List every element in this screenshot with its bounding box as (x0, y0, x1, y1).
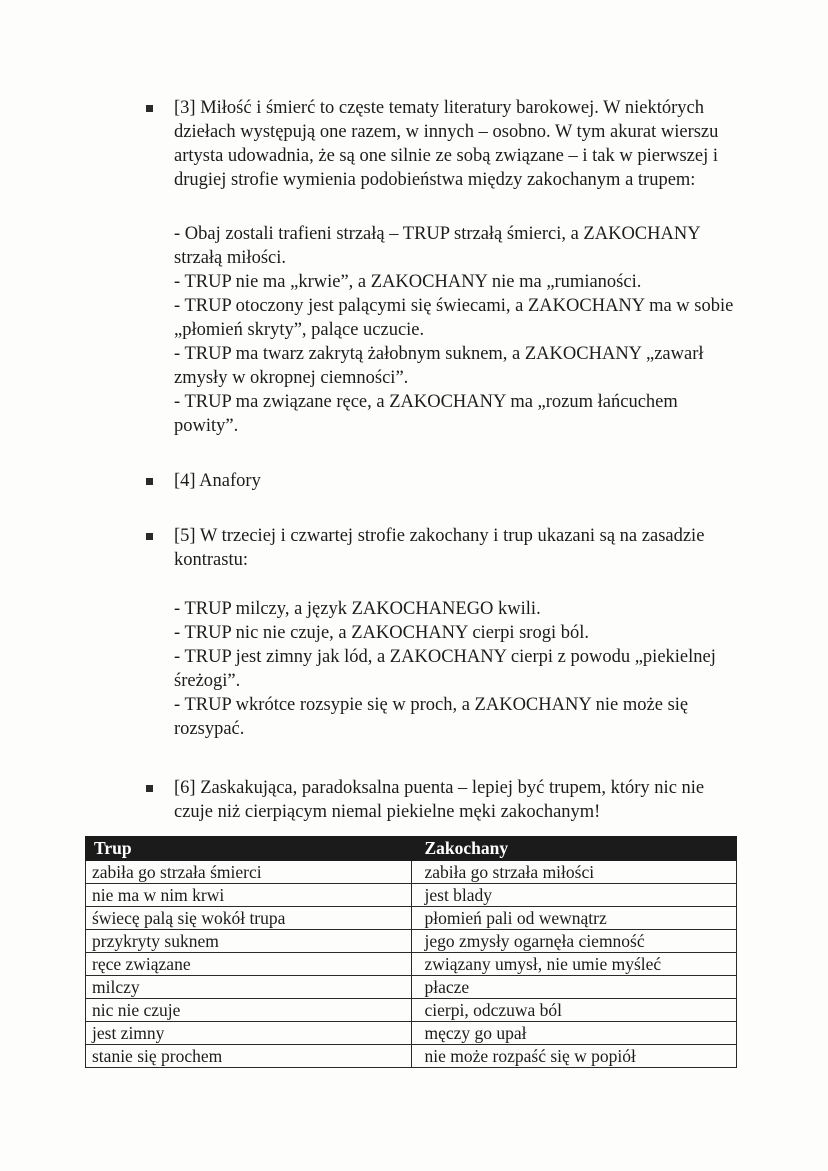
table-cell: męczy go upał (411, 1022, 737, 1045)
table-row (86, 1022, 737, 1045)
list-item: - TRUP milczy, a język ZAKOCHANEGO kwili. (174, 599, 541, 619)
table-row (86, 930, 737, 953)
list-item: - TRUP nic nie czuje, a ZAKOCHANY cierpi srogi ból. (174, 623, 589, 643)
table-cell: nic nie czuje (86, 999, 412, 1022)
section-6-text: [6] Zaskakująca, paradoksalna puenta – lepiej być trupem, który nic nie czuje niż cierpiącym niemal piekielne męki zakochanym! (174, 778, 705, 822)
list-item: - TRUP jest zimny jak lód, a ZAKOCHANY cierpi z powodu „piekielnej śreżogi”. (174, 647, 716, 691)
list-item: - TRUP otoczony jest palącymi się świecami, a ZAKOCHANY ma w sobie „płomień skryty”, palące uczucie. (174, 296, 734, 340)
table-cell: zabiła go strzała śmierci (86, 861, 412, 884)
table-cell: nie ma w nim krwi (86, 884, 412, 907)
list-item: - Obaj zostali trafieni strzałą – TRUP strzałą śmierci, a ZAKOCHANY strzałą miłości. (174, 224, 700, 268)
table-cell: świecę palą się wokół trupa (86, 907, 412, 930)
square-bullet-icon (146, 478, 153, 485)
section-5-text: [5] W trzeciej i czwartej strofie zakochany i trup ukazani są na zasadzie kontrastu: (174, 526, 705, 570)
table-row (86, 999, 737, 1022)
list-item: - TRUP ma twarz zakrytą żałobnym suknem, a ZAKOCHANY „zawarł zmysły w okropnej ciemności”. (174, 344, 704, 388)
table-cell: ręce związane (86, 953, 412, 976)
bullet-section-3 (146, 96, 746, 192)
section-3-text: [3] Miłość i śmierć to częste tematy literatury barokowej. W niektórych dziełach występują one razem, w innych – osobno. W tym akurat wierszu artysta udowadnia, że są one silnie ze sobą związane – i tak w pierwszej i drugiej strofie wymienia podobieństwa między zakochanym a trupem: (174, 98, 719, 190)
contrasts-list (174, 597, 734, 741)
table-row (86, 907, 737, 930)
square-bullet-icon (146, 533, 153, 540)
table-cell: milczy (86, 976, 412, 999)
table-cell: związany umysł, nie umie myśleć (411, 953, 737, 976)
square-bullet-icon (146, 105, 153, 112)
table-cell: jest blady (411, 884, 737, 907)
table-cell: nie może rozpaść się w popiół (411, 1045, 737, 1068)
column-header-zakochany: Zakochany (411, 837, 737, 861)
list-item: - TRUP wkrótce rozsypie się w proch, a ZAKOCHANY nie może się rozsypać. (174, 695, 689, 739)
column-header-trup: Trup (86, 837, 412, 861)
table-row (86, 953, 737, 976)
table-row (86, 861, 737, 884)
list-item: - TRUP nie ma „krwie”, a ZAKOCHANY nie ma „rumianości. (174, 272, 642, 292)
table-cell: cierpi, odczuwa ból (411, 999, 737, 1022)
table-row (86, 1045, 737, 1068)
table-cell: płomień pali od wewnątrz (411, 907, 737, 930)
similarities-list (174, 222, 734, 438)
table-row (86, 884, 737, 907)
bullet-section-5 (146, 524, 746, 572)
list-item: - TRUP ma związane ręce, a ZAKOCHANY ma „rozum łańcuchem powity”. (174, 392, 678, 436)
table-cell: płacze (411, 976, 737, 999)
table-cell: jego zmysły ogarnęła ciemność (411, 930, 737, 953)
table-cell: jest zimny (86, 1022, 412, 1045)
table-cell: stanie się prochem (86, 1045, 412, 1068)
bullet-section-4 (146, 469, 746, 493)
table-cell: zabiła go strzała miłości (411, 861, 737, 884)
table-cell: przykryty suknem (86, 930, 412, 953)
table-row (86, 976, 737, 999)
table-header-row (86, 837, 737, 861)
square-bullet-icon (146, 785, 153, 792)
comparison-table (85, 836, 737, 1068)
section-4-text: [4] Anafory (174, 471, 261, 491)
bullet-section-6 (146, 776, 746, 824)
